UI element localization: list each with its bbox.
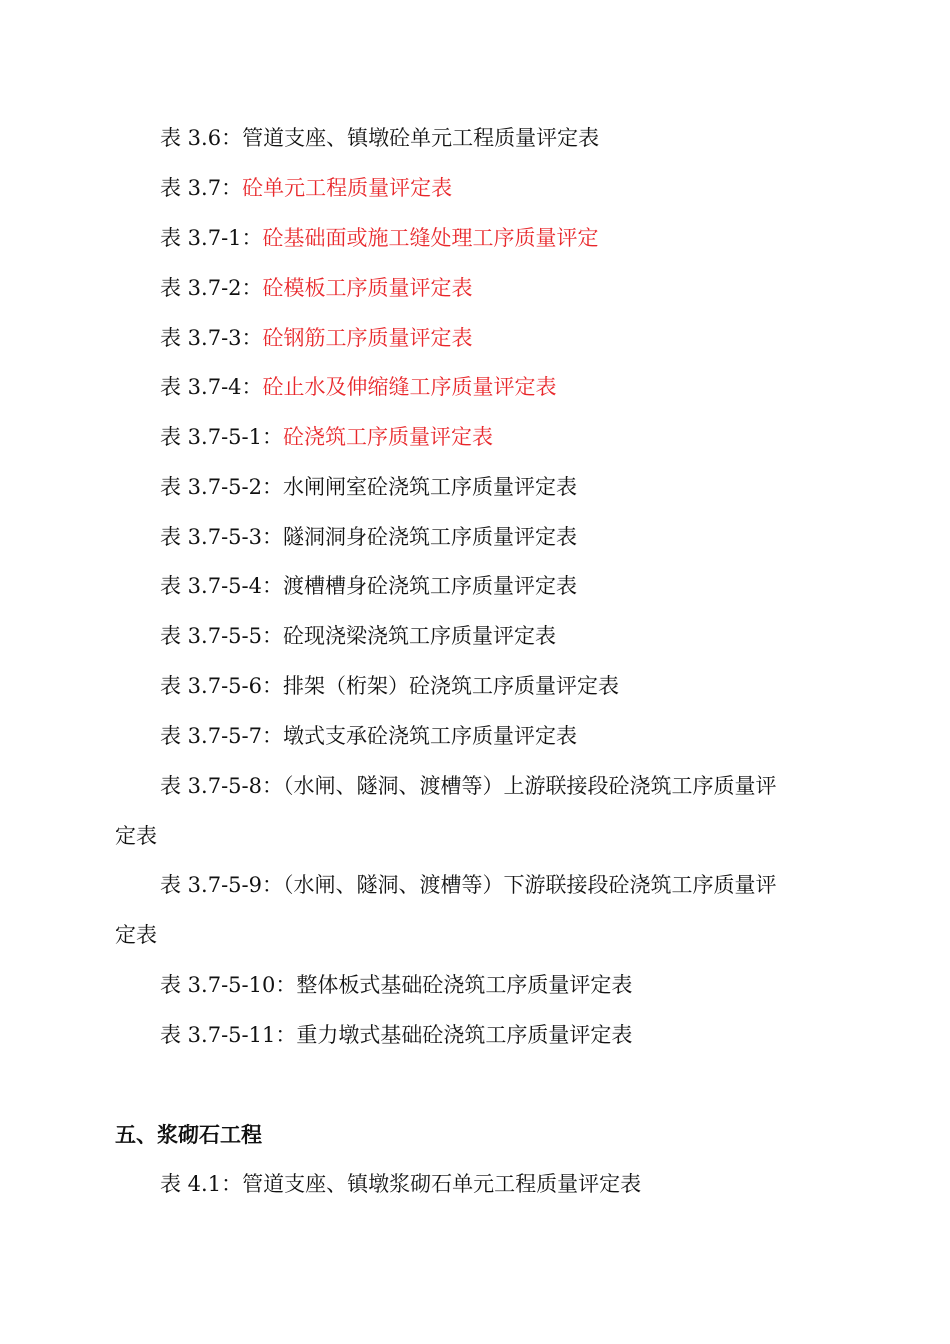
entry-3-7-5-8-continuation bbox=[115, 822, 157, 850]
entry-prefix: 表 3.7-1： bbox=[160, 226, 263, 250]
entry-title: 砼现浇梁浇筑工序质量评定表 bbox=[283, 624, 556, 648]
entry-3-7 bbox=[160, 174, 452, 202]
entry-3-7-5-7 bbox=[160, 722, 577, 750]
entry-title-highlighted: 砼浇筑工序质量评定表 bbox=[283, 425, 493, 449]
entry-title: 墩式支承砼浇筑工序质量评定表 bbox=[283, 724, 577, 748]
entry-prefix: 表 3.7-5-5： bbox=[160, 624, 283, 648]
entry-3-7-5-1 bbox=[160, 423, 493, 451]
entry-prefix: 表 3.7-5-1： bbox=[160, 425, 283, 449]
entry-3-7-3 bbox=[160, 324, 473, 352]
entry-prefix: 表 3.7-5-4： bbox=[160, 574, 283, 598]
entry-prefix: 表 3.7-5-7： bbox=[160, 724, 283, 748]
entry-3-7-5-6 bbox=[160, 672, 619, 700]
entry-title: 管道支座、镇墩浆砌石单元工程质量评定表 bbox=[242, 1172, 642, 1196]
entry-prefix: 表 4.1： bbox=[160, 1172, 243, 1196]
entry-prefix: 表 3.7-5-3： bbox=[160, 525, 283, 549]
entry-prefix: 表 3.7-5-2： bbox=[160, 475, 283, 499]
entry-3-7-5-9-continuation bbox=[115, 921, 157, 949]
entry-3-6 bbox=[160, 124, 599, 152]
entry-3-7-5-9 bbox=[160, 871, 777, 899]
entry-3-7-5-2 bbox=[160, 473, 577, 501]
entry-title-highlighted: 砼单元工程质量评定表 bbox=[242, 176, 453, 200]
entry-prefix: 表 3.6： bbox=[160, 126, 243, 150]
entry-prefix: 表 3.7-5-6： bbox=[160, 674, 283, 698]
entry-title: 排架（桁架）砼浇筑工序质量评定表 bbox=[283, 674, 619, 698]
entry-title-highlighted: 砼模板工序质量评定表 bbox=[262, 276, 473, 300]
entry-prefix: 表 3.7-2： bbox=[160, 276, 263, 300]
entry-3-7-5-5 bbox=[160, 622, 556, 650]
entry-3-7-5-11 bbox=[160, 1021, 632, 1049]
entry-prefix: 表 3.7-3： bbox=[160, 326, 263, 350]
entry-4-1 bbox=[160, 1170, 641, 1198]
entry-3-7-5-3 bbox=[160, 523, 577, 551]
entry-title: （水闸、隧洞、渡槽等）上游联接段砼浇筑工序质量评 bbox=[283, 774, 777, 798]
entry-prefix: 表 3.7： bbox=[160, 176, 243, 200]
entry-title-highlighted: 砼止水及伸缩缝工序质量评定表 bbox=[262, 375, 557, 399]
entry-3-7-2 bbox=[160, 274, 473, 302]
entry-prefix: 表 3.7-4： bbox=[160, 375, 263, 399]
section-heading: 五、浆砌石工程 bbox=[115, 1123, 262, 1147]
entry-prefix: 表 3.7-5-11： bbox=[160, 1023, 297, 1047]
entry-title-continuation: 定表 bbox=[115, 923, 157, 947]
entry-3-7-1 bbox=[160, 224, 599, 252]
entry-title: 重力墩式基础砼浇筑工序质量评定表 bbox=[296, 1023, 633, 1047]
entry-title: 水闸闸室砼浇筑工序质量评定表 bbox=[283, 475, 577, 499]
entry-title-continuation: 定表 bbox=[115, 824, 157, 848]
entry-3-7-5-4 bbox=[160, 572, 577, 600]
entry-title: 渡槽槽身砼浇筑工序质量评定表 bbox=[283, 574, 577, 598]
entry-prefix: 表 3.7-5-10： bbox=[160, 973, 297, 997]
entry-title-highlighted: 砼钢筋工序质量评定表 bbox=[262, 326, 473, 350]
entry-title-highlighted: 砼基础面或施工缝处理工序质量评定 bbox=[262, 226, 599, 250]
entry-3-7-4 bbox=[160, 373, 557, 401]
entry-prefix: 表 3.7-5-8： bbox=[160, 774, 283, 798]
entry-title: 整体板式基础砼浇筑工序质量评定表 bbox=[296, 973, 633, 997]
entry-3-7-5-8 bbox=[160, 772, 777, 800]
entry-title: 隧洞洞身砼浇筑工序质量评定表 bbox=[283, 525, 577, 549]
entry-prefix: 表 3.7-5-9： bbox=[160, 873, 283, 897]
entry-title: （水闸、隧洞、渡槽等）下游联接段砼浇筑工序质量评 bbox=[283, 873, 777, 897]
entry-title: 管道支座、镇墩砼单元工程质量评定表 bbox=[242, 126, 600, 150]
entry-3-7-5-10 bbox=[160, 971, 632, 999]
